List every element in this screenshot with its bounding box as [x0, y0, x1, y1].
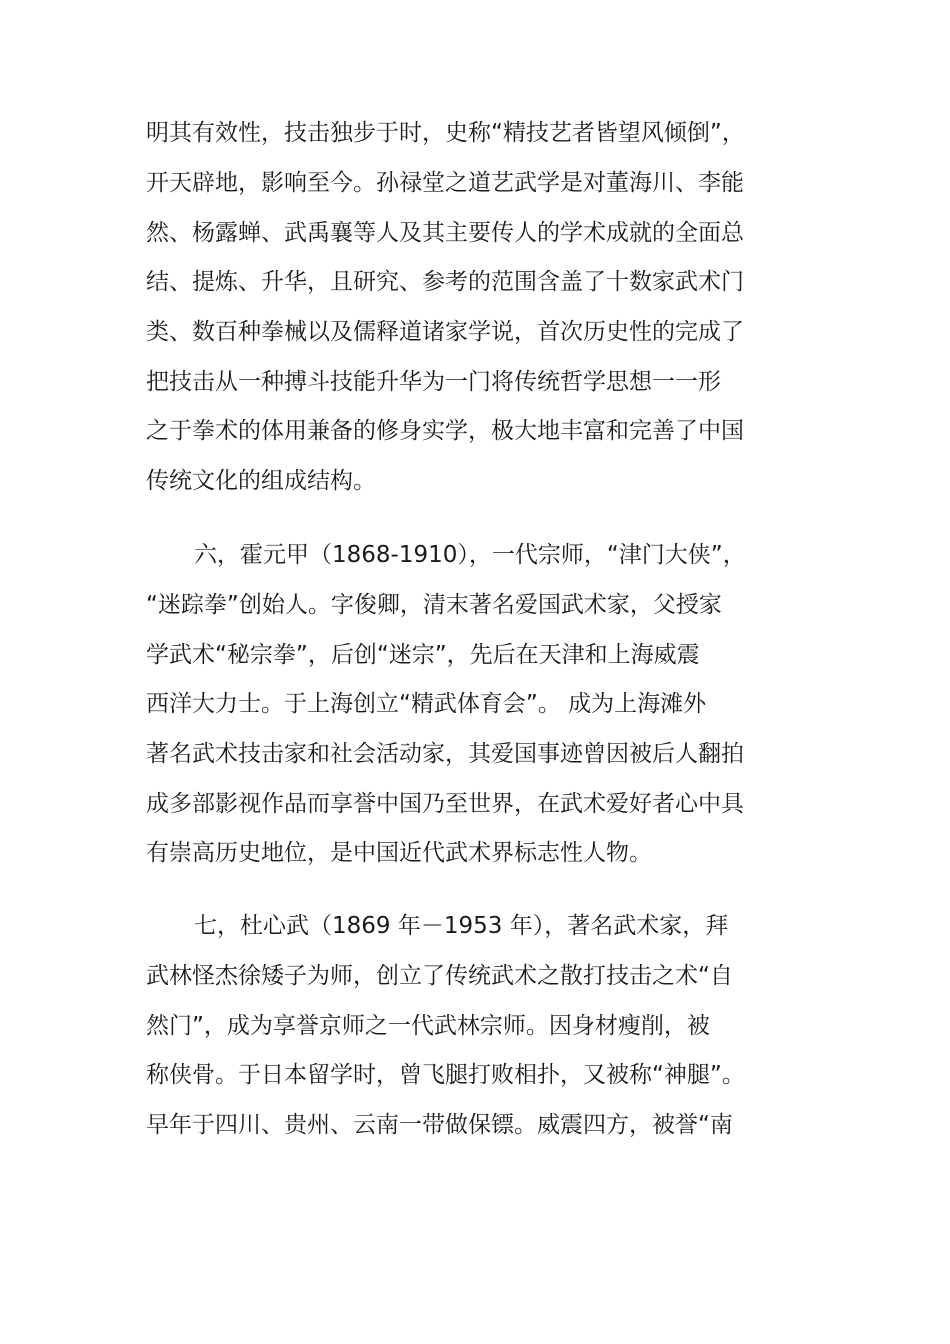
text-line: 明其有效性，技击独步于时，史称“精技艺者皆望风倾倒”，: [146, 120, 745, 146]
text-line: 把技击从一种搏斗技能升华为一门将传统哲学思想一一形: [146, 369, 721, 395]
text-line: 称侠骨。于日本留学时，曾飞腿打败相扑，又被称“神腿”。: [146, 1062, 745, 1088]
text-line: 成多部影视作品而享誉中国乃至世界，在武术爱好者心中具: [146, 791, 744, 817]
text-line: 著名武术技击家和社会活动家，其爱国事迹曾因被后人翻拍: [146, 741, 744, 767]
text-line: 类、数百种拳械以及儒释道诸家学说，首次历史性的完成了: [146, 319, 744, 345]
text-line: 有崇高历史地位，是中国近代武术界标志性人物。: [146, 840, 652, 866]
text-line: 早年于四川、贵州、云南一带做保镖。威震四方，被誉“南: [146, 1112, 733, 1138]
text-line: 传统文化的组成结构。: [146, 468, 376, 494]
paragraph-first-line: 六，霍元甲（1868-1910），一代宗师，“津门大侠”，: [194, 542, 746, 568]
text-line: 然门”，成为享誉京师之一代武林宗师。因身材瘦削，被: [146, 1013, 710, 1039]
paragraph-first-line: 七，杜心武（1869 年－1953 年），著名武术家，拜: [194, 913, 729, 939]
text-line: 结、提炼、升华，且研究、参考的范围含盖了十数家武术门: [146, 269, 744, 295]
text-line: 之于拳术的体用兼备的修身实学，极大地丰富和完善了中国: [146, 418, 744, 444]
text-line: 西洋大力士。于上海创立“精武体育会”。 成为上海滩外: [146, 691, 707, 717]
text-line: 然、杨露蝉、武禹襄等人及其主要传人的学术成就的全面总: [146, 220, 744, 246]
text-line: 学武术“秘宗拳”，后创“迷宗”，先后在天津和上海威震: [146, 642, 700, 668]
text-line: 武林怪杰徐矮子为师，创立了传统武术之散打技击之术“自: [146, 963, 733, 989]
text-line: “迷踪拳”创始人。字俊卿，清末著名爱国武术家，父授家: [146, 592, 722, 618]
text-line: 开天辟地，影响至今。孙禄堂之道艺武学是对董海川、李能: [146, 170, 744, 196]
